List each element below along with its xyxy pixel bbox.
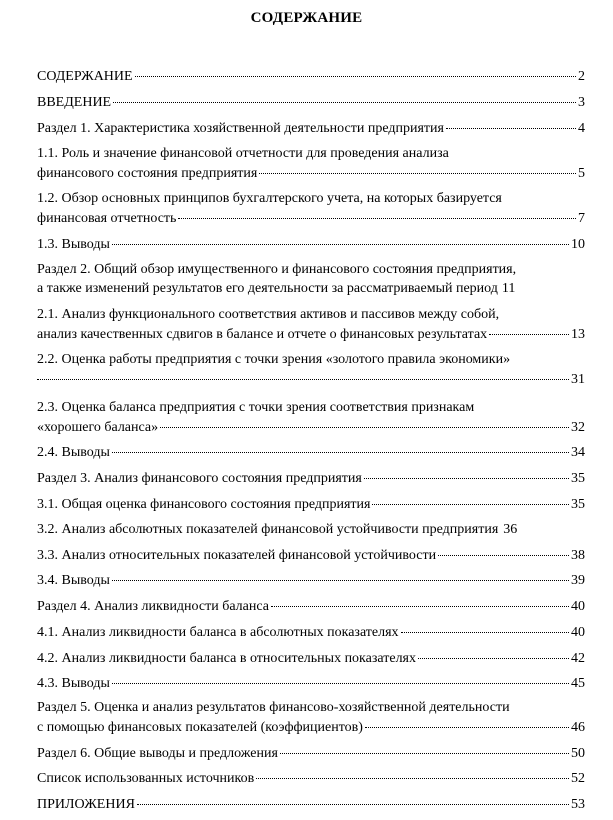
leader-dots [418,645,569,659]
toc-entry-section-3[interactable] [37,468,585,488]
toc-page-number: 45 [571,676,585,691]
toc-page-number: 50 [571,746,585,761]
toc-page-number: 39 [571,573,585,588]
toc-entry-3-2[interactable] [37,520,585,539]
toc-entry-text: Раздел 6. Общие выводы и предложения [37,746,278,761]
toc-entry-first-line: Раздел 2. Общий обзор имущественного и финансового состояния предприятия, [37,262,517,277]
toc-entry-contents[interactable] [37,66,585,86]
toc-entry-2-1[interactable] [37,305,585,344]
leader-dots [137,791,569,805]
toc-entry-3-3[interactable] [37,545,585,565]
toc-page-number: 52 [571,771,585,786]
toc-entry-text: Раздел 1. Характеристика хозяйственной деятельности предприятия [37,121,444,136]
toc-entry-references[interactable] [37,768,585,788]
toc-entry-text: финансового состояния предприятия [37,166,258,181]
leader-dots [112,231,569,245]
toc-entry-introduction[interactable] [37,92,585,112]
toc-entry-section-1[interactable] [37,118,585,138]
toc-page-number: 40 [571,625,585,640]
toc-entry-first-line: 1.2. Обзор основных принципов бухгалтерского учета, на которых базируется [37,191,502,206]
toc-entry-text: 3.3. Анализ относительных показателей финансовой устойчивости [37,548,437,563]
toc-entry-first-line: 2.3. Оценка баланса предприятия с точки зрения соответствия признакам [37,400,475,415]
toc-entry-text: Раздел 4. Анализ ликвидности баланса [37,599,269,614]
leader-dots [271,593,569,607]
toc-entry-4-3[interactable] [37,673,585,693]
leader-dots [372,491,569,505]
leader-dots [112,567,569,581]
toc-page-number: 38 [571,548,585,563]
leader-dots [446,115,576,129]
toc-page-number: 40 [571,599,585,614]
toc-entry-text: «хорошего баланса» [37,420,159,435]
toc-page-number: 11 [501,281,516,296]
toc-entry-1-3[interactable] [37,234,585,254]
toc-entry-section-4[interactable] [37,596,585,616]
toc-page-number: 35 [571,497,585,512]
toc-page-number: 42 [571,651,585,666]
toc-entry-first-line: 1.1. Роль и значение финансовой отчетности для проведения анализа [37,146,449,161]
toc-page-number: 35 [571,471,585,486]
toc-entry-text: СОДЕРЖАНИЕ [37,69,133,84]
toc-entry-text: 4.2. Анализ ликвидности баланса в относительных показателях [37,651,416,666]
leader-dots [438,542,569,556]
toc-entry-4-1[interactable] [37,622,585,642]
leader-dots [112,670,569,684]
toc-page-number: 4 [578,121,585,136]
leader-dots [365,714,569,728]
leader-dots [401,619,569,633]
toc-entry-text: Список использованных источников [37,771,255,786]
leader-dots [113,89,576,103]
toc-entry-text: анализ качественных сдвигов в балансе и отчете о финансовых результатах [37,327,488,342]
leader-dots [489,321,569,335]
toc-entry-2-2[interactable] [37,350,585,389]
leader-dots [37,366,569,380]
toc-page-number: 53 [571,797,585,812]
toc-entry-3-1[interactable] [37,494,585,514]
toc-page-number: 3 [578,95,585,110]
toc-entry-text: финансовая отчетность [37,211,177,226]
toc-entry-text: 3.4. Выводы [37,573,110,588]
toc-page-number: 46 [571,720,585,735]
toc-entry-section-6[interactable] [37,743,585,763]
leader-dots [256,765,569,779]
toc-page-number: 10 [571,237,585,252]
toc-page-number: 5 [578,166,585,181]
toc-page-number: 31 [571,372,585,387]
toc-entry-section-5[interactable] [37,698,585,737]
toc-entry-text: а также изменений результатов его деятельности за рассматриваемый период [37,281,498,296]
toc-entry-text: 4.3. Выводы [37,676,110,691]
toc-entry-text: 2.4. Выводы [37,445,110,460]
toc-page-number: 32 [571,420,585,435]
toc-entry-3-4[interactable] [37,570,585,590]
toc-entry-first-line: 2.1. Анализ функционального соответствия активов и пассивов между собой, [37,307,500,322]
toc-page-number: 34 [571,445,585,460]
toc-entry-text: ПРИЛОЖЕНИЯ [37,797,135,812]
toc-entry-text: ВВЕДЕНИЕ [37,95,112,110]
toc-entry-first-line: 2.2. Оценка работы предприятия с точки зрения «золотого правила экономики» [37,352,511,367]
toc-entry-section-2[interactable] [37,260,585,298]
toc-page-number: 13 [571,327,585,342]
toc-page-number: 7 [578,211,585,226]
toc-entry-1-2[interactable] [37,189,585,228]
toc-entry-text: 1.3. Выводы [37,237,110,252]
toc-entry-text: Раздел 3. Анализ финансового состояния предприятия [37,471,362,486]
toc-entry-1-1[interactable] [37,144,585,183]
toc-entry-text: 4.1. Анализ ликвидности баланса в абсолютных показателях [37,625,399,640]
page-title: СОДЕРЖАНИЕ [250,10,363,26]
toc-entry-2-3[interactable] [37,398,585,437]
toc-entry-2-4[interactable] [37,442,585,462]
toc-entry-text: 3.2. Анализ абсолютных показателей финансовой устойчивости предприятия [37,522,499,537]
toc-page-number: 36 [503,522,518,537]
toc-entry-text: с помощью финансовых показателей (коэффициентов) [37,720,363,735]
leader-dots [259,160,576,174]
toc-entry-text: 3.1. Общая оценка финансового состояния предприятия [37,497,371,512]
leader-dots [178,205,576,219]
leader-dots [135,63,576,77]
toc-entry-4-2[interactable] [37,648,585,668]
leader-dots [364,465,569,479]
leader-dots [160,414,569,428]
toc-page-number: 2 [578,69,585,84]
leader-dots [112,439,569,453]
toc-entry-appendices[interactable] [37,794,585,814]
toc-entry-first-line: Раздел 5. Оценка и анализ результатов финансово-хозяйственной деятельности [37,700,510,715]
leader-dots [280,740,569,754]
